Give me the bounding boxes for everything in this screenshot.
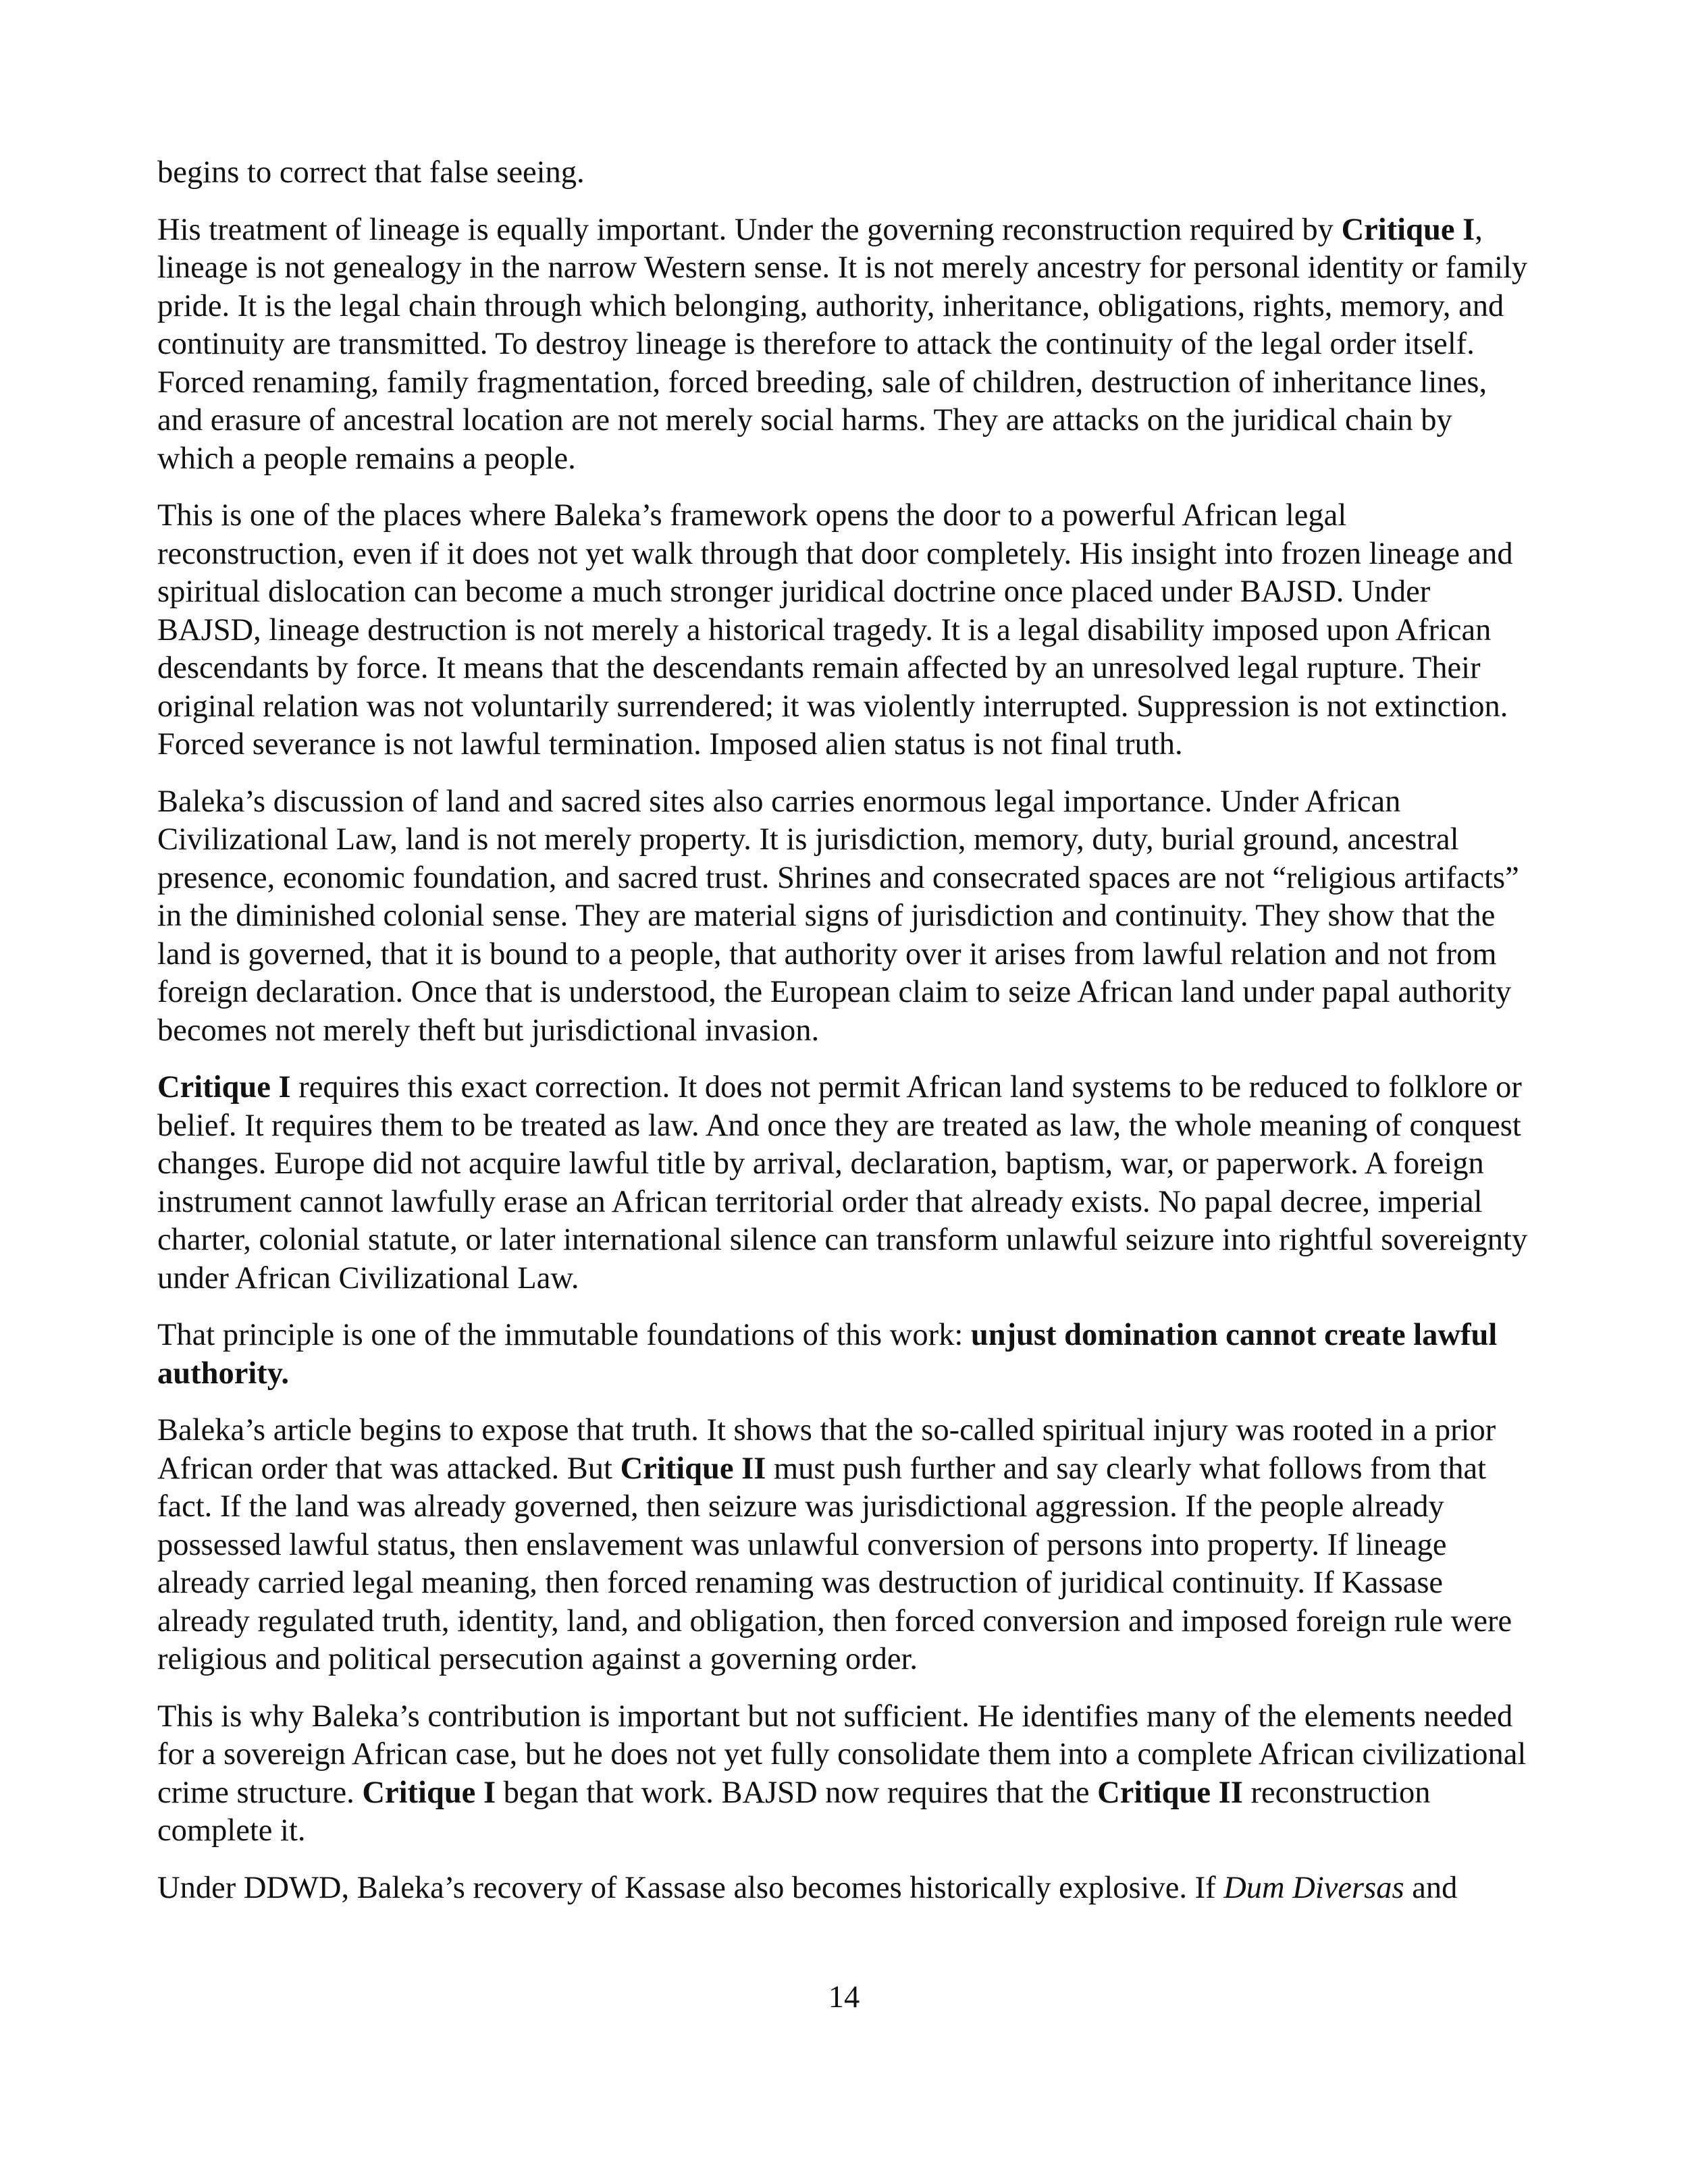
text-run: and [1404, 1870, 1458, 1905]
text-run: This is why Baleka’s contribution is important but not sufficient. He identifies many of the elements needed for a sovereign African case, but he does not yet fully consolidate them into a complete African civilizational crime structure. [157, 1699, 1527, 1810]
paragraph-p2 [157, 211, 1531, 479]
text-run: began that work. BAJSD now requires that the [496, 1775, 1098, 1810]
bold-text: Critique I [1341, 212, 1475, 247]
paragraph-p8 [157, 1698, 1531, 1850]
text-run: must push further and say clearly what follows from that fact. If the land was already governed, then seizure was jurisdictional aggression. If the people already possessed lawful status, then enslavement was unlawful conversion of persons into property. If lineage already carried legal meaning, then forced renaming was destruction of juridical continuity. If Kassase already regulated truth, identity, land, and obligation, then forced conversion and imposed foreign rule were religious and political persecution against a governing order. [157, 1451, 1512, 1676]
text-run: , lineage is not genealogy in the narrow Western sense. It is not merely ancestry for personal identity or family pride. It is the legal chain through which belonging, authority, inheritance, obligations, rights, memory, and continuity are transmitted. To destroy lineage is therefore to attack the continuity of the legal order itself. Forced renaming, family fragmentation, forced breeding, sale of children, destruction of inheritance lines, and erasure of ancestral location are not merely social harms. They are attacks on the juridical chain by which a people remains a people. [157, 212, 1528, 476]
paragraph-p6 [157, 1316, 1531, 1393]
text-run: Baleka’s discussion of land and sacred sites also carries enormous legal importance. Under African Civilizational Law, land is not merely property. It is jurisdiction, memory, duty, burial ground, ancestral presence, economic foundation, and sacred trust. Shrines and consecrated spaces are not “religious artifacts” in the diminished colonial sense. They are material signs of jurisdiction and continuity. They show that the land is governed, that it is bound to a people, that authority over it arises from lawful relation and not from foreign declaration. Once that is understood, the European claim to seize African land under papal authority becomes not merely theft but jurisdictional invasion. [157, 784, 1519, 1048]
paragraph-p1 [157, 154, 1531, 192]
paragraph-p9 [157, 1869, 1531, 1908]
paragraph-p3 [157, 497, 1531, 764]
page-number: 14 [828, 1980, 860, 2015]
paragraph-p5 [157, 1069, 1531, 1298]
text-run: begins to correct that false seeing. [157, 155, 585, 190]
text-run: reconstruction complete it. [157, 1775, 1431, 1848]
text-run: His treatment of lineage is equally important. Under the governing reconstruction required by [157, 212, 1342, 247]
italic-text: Dum Diversas [1223, 1870, 1404, 1905]
text-run: That principle is one of the immutable foundations of this work: [157, 1318, 971, 1352]
text-run: This is one of the places where Baleka’s framework opens the door to a powerful African legal reconstruction, even if it does not yet walk through that door completely. His insight into frozen lineage and spiritual dislocation can become a much stronger juridical doctrine once placed under BAJSD. Under BAJSD, lineage destruction is not merely a historical tragedy. It is a legal disability imposed upon African descendants by force. It means that the descendants remain affected by an unresolved legal rupture. Their original relation was not voluntarily surrendered; it was violently interrupted. Suppression is not extinction. Forced severance is not lawful termination. Imposed alien status is not final truth. [157, 498, 1513, 762]
bold-text: Critique I [362, 1775, 496, 1810]
bold-text: unjust domination cannot create lawful authority. [157, 1318, 1498, 1391]
bold-text: Critique II [1097, 1775, 1243, 1810]
text-run: Baleka’s article begins to expose that truth. It shows that the so-called spiritual injury was rooted in a prior African order that was attacked. But [157, 1413, 1496, 1486]
text-run: requires this exact correction. It does not permit African land systems to be reduced to folklore or belief. It requires them to be treated as law. And once they are treated as law, the whole meaning of conquest changes. Europe did not acquire lawful title by arrival, declaration, baptism, war, or paperwork. A foreign instrument cannot lawfully erase an African territorial order that already exists. No papal decree, imperial charter, colonial statute, or later international silence can transform unlawful seizure into rightful sovereignty under African Civilizational Law. [157, 1070, 1528, 1296]
document-body [157, 154, 1531, 1926]
paragraph-p7 [157, 1412, 1531, 1679]
paragraph-p4 [157, 783, 1531, 1050]
text-run: Under DDWD, Baleka’s recovery of Kassase also becomes historically explosive. If [157, 1870, 1224, 1905]
bold-text: Critique II [620, 1451, 766, 1486]
bold-text: Critique I [157, 1070, 291, 1104]
